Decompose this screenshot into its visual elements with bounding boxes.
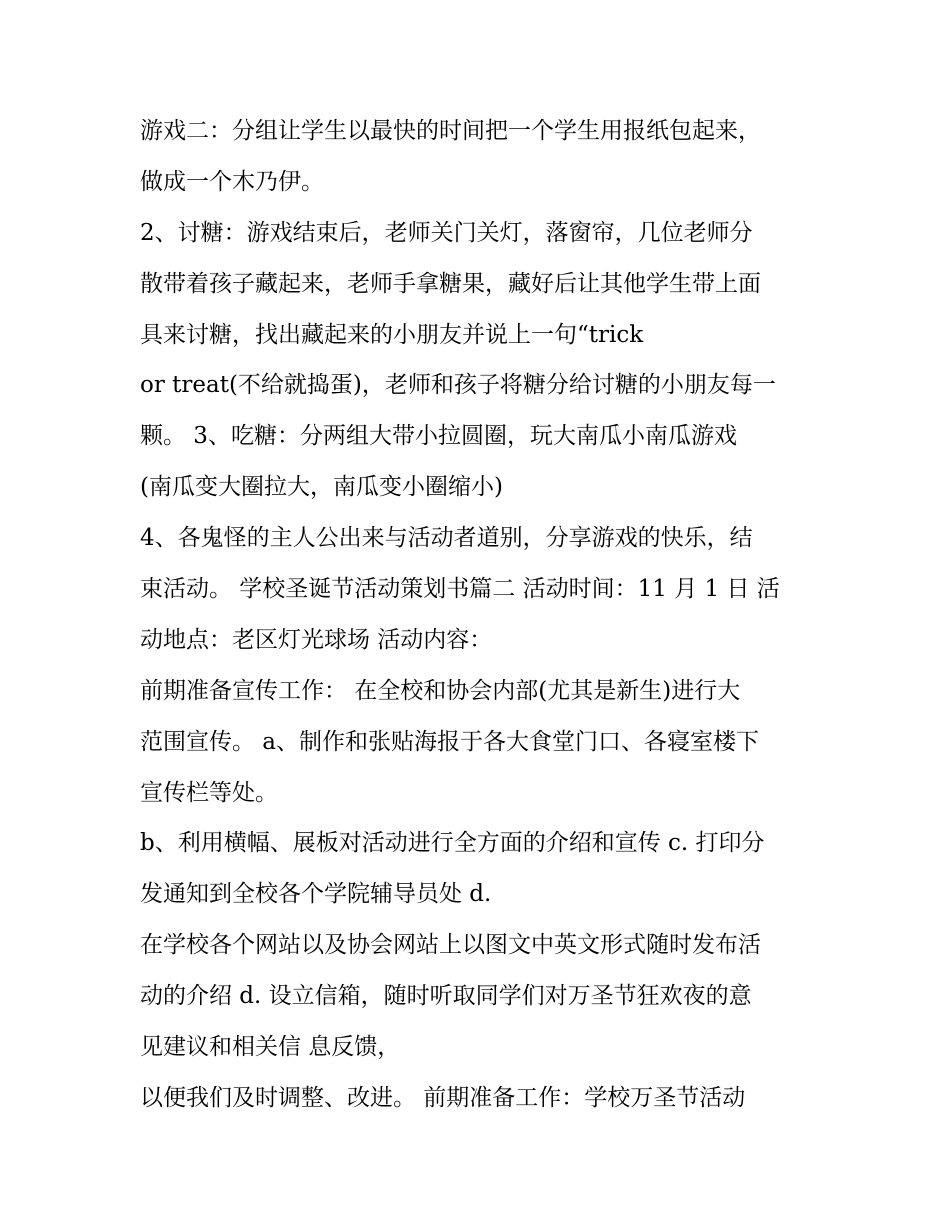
text-line: 颗。 3、吃糖：分两组大带小拉圆圈，玩大南瓜小南瓜游戏: [140, 423, 737, 450]
text-line: 做成一个木乃伊。: [140, 168, 324, 195]
text-line: 范围宣传。 a、制作和张贴海报于各大食堂门口、各寝室楼下: [140, 728, 760, 755]
text-line: 2、讨糖：游戏结束后，老师关门关灯，落窗帘，几位老师分: [140, 219, 753, 246]
text-line: 发通知到全校各个学院辅导员处 d.: [140, 881, 492, 908]
text-line: 动的介绍 d. 设立信箱，随时听取同学们对万圣节狂欢夜的意: [140, 983, 752, 1010]
text-line: 束活动。 学校圣诞节活动策划书篇二 活动时间：11 月 1 日 活: [140, 576, 780, 603]
document-body: [140, 106, 830, 1124]
text-line: 4、各鬼怪的主人公出来与活动者道别，分享游戏的快乐，结: [140, 525, 753, 552]
text-line: 动地点：老区灯光球场 活动内容：: [140, 626, 493, 653]
text-line: or treat(不给就捣蛋)，老师和孩子将糖分给讨糖的小朋友每一: [140, 372, 776, 399]
text-line: 在学校各个网站以及协会网站上以图文中英文形式随时发布活: [140, 932, 761, 959]
text-line: 具来讨糖，找出藏起来的小朋友并说上一句“trick: [140, 321, 644, 348]
text-line: (南瓜变大圈拉大，南瓜变小圈缩小): [140, 474, 503, 501]
text-line: 散带着孩子藏起来，老师手拿糖果，藏好后让其他学生带上面: [140, 270, 761, 297]
text-line: 见建议和相关信 息反馈，: [140, 1034, 401, 1061]
text-line: 宣传栏等处。: [140, 779, 278, 806]
text-line: 前期准备宣传工作： 在全校和协会内部(尤其是新生)进行大: [140, 677, 741, 704]
text-line: 以便我们及时调整、改进。 前期准备工作：学校万圣节活动: [140, 1084, 746, 1111]
text-line: b、利用横幅、展板对活动进行全方面的介绍和宣传 c. 打印分: [140, 830, 765, 857]
text-line: 游戏二：分组让学生以最快的时间把一个学生用报纸包起来，: [140, 118, 761, 144]
